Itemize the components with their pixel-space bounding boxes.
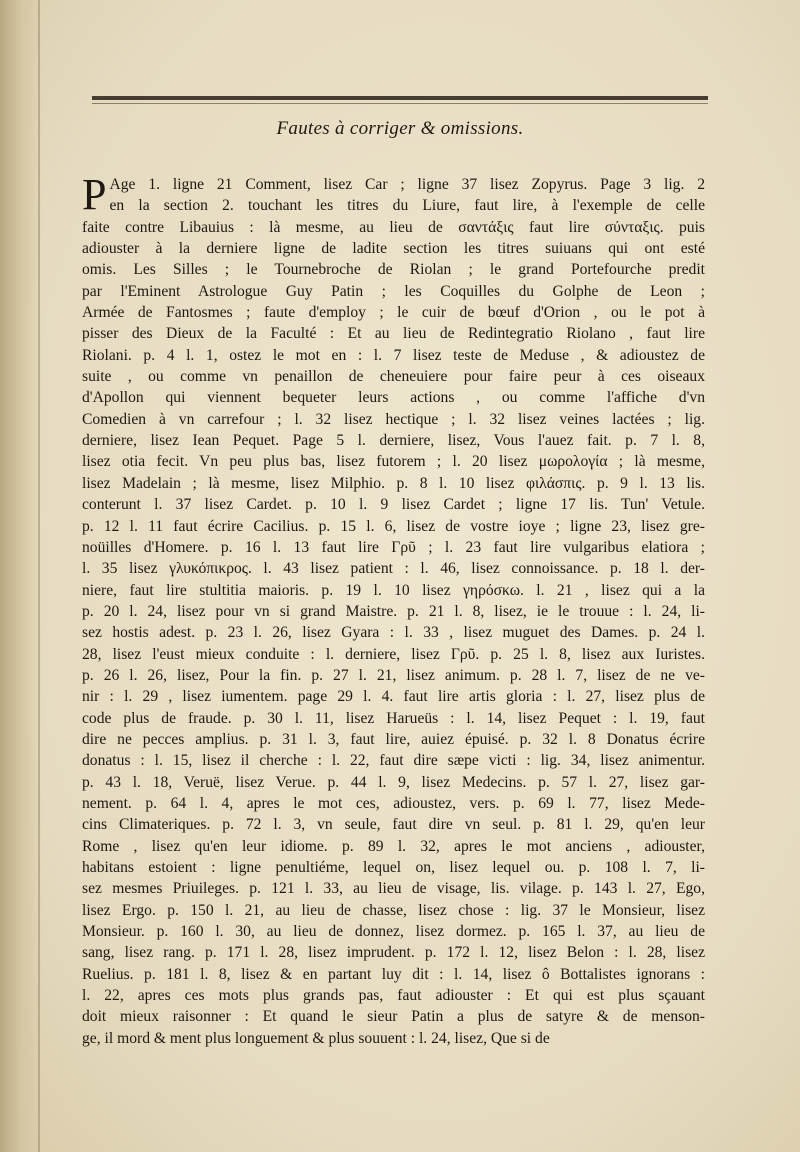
text-line: p. 43 l. 18, Veruë, lisez Verue. p. 44 l. 9, lisez Medecins. p. 57 l. 27, lisez gar- (82, 773, 705, 791)
text-line: sez mesmes Priuileges. p. 121 l. 33, au lieu de visage, lis. vilage. p. 143 l. 27, Ego, (82, 880, 705, 898)
text-line: cins Climateriques. p. 72 l. 3, vn seule, faut dire vn seul. p. 81 l. 29, qu'en leur (82, 816, 705, 834)
text-line: lisez Ergo. p. 150 l. 21, au lieu de chasse, lisez chose : lig. 37 le Monsieur, lisez (82, 901, 705, 919)
text-line: Comedien à vn carrefour ; l. 32 lisez hectique ; l. 32 lisez veines lactées ; lig. (82, 410, 705, 428)
text-line: nir : l. 29 , lisez iumentem. page 29 l. 4. faut lire artis gloria : l. 27, lisez plus de (82, 688, 705, 706)
text-line: lisez otia fecit. Vn peu plus bas, lisez futorem ; l. 20 lisez μωρολογία ; là mesme, (82, 453, 705, 471)
text-line: en la section 2. touchant les titres du Liure, faut lire, à l'exemple de celle (109, 197, 705, 215)
errata-text (82, 170, 705, 1049)
text-line: niere, faut lire stultitia maioris. p. 19 l. 10 lisez γηρόσκω. l. 21 , lisez qui a la (82, 581, 705, 599)
header-rule-thin (92, 103, 708, 104)
text-line: par l'Eminent Astrologue Guy Patin ; les Coquilles du Golphe de Leon ; (82, 282, 705, 300)
text-line: suite , ou comme vn penaillon de cheneuiere pour faire peur à ces oiseaux (82, 368, 705, 386)
text-line: Monsieur. p. 160 l. 30, au lieu de donnez, lisez dormez. p. 165 l. 37, au lieu de (82, 923, 705, 941)
text-line: faite contre Libauius : là mesme, au lieu de σαντάξις faut lire σύνταξις. puis (82, 218, 705, 236)
text-line: Riolani. p. 4 l. 1, ostez le mot en : l. 7 lisez teste de Meduse , & adioustez de (82, 346, 705, 364)
text-line: donatus : l. 15, lisez il cherche : l. 22, faut dire sæpe victi : lig. 34, lisez animentur. (82, 752, 705, 770)
text-line: habitans estoient : ligne penultiéme, lequel on, lisez lequel ou. p. 108 l. 7, li- (82, 859, 705, 876)
text-line: lisez Madelain ; là mesme, lisez Milphio. p. 8 l. 10 lisez φιλάσπις. p. 9 l. 13 lis. (82, 474, 705, 492)
text-line: adiouster à la derniere ligne de ladite section les titres suiuans qui ont esté (82, 240, 705, 258)
text-line: ge, il mord & ment plus longuement & plus souuent : l. 24, lisez, Que si de (82, 1029, 550, 1047)
header-rule (92, 96, 708, 100)
text-line: Ruelius. p. 181 l. 8, lisez & en partant luy dit : l. 14, lisez ô Bottalistes ignorans : (82, 965, 705, 983)
text-line: doit mieux raisonner : Et quand le sieur Patin a plus de satyre & de menson- (82, 1008, 705, 1026)
text-line: derniere, lisez Iean Pequet. Page 5 l. derniere, lisez, Vous l'auez fait. p. 7 l. 8, (82, 432, 705, 450)
page-edge-line (38, 0, 40, 1152)
drop-cap: P (82, 170, 107, 219)
page-title: Fautes à corriger & omissions. (276, 118, 524, 139)
text-line: Rome , lisez qu'en leur idiome. p. 89 l. 32, apres le mot anciens , adiouster, (82, 837, 705, 855)
text-line: sez hostis adest. p. 23 l. 26, lisez Gyara : l. 33 , lisez muguet des Dames. p. 24 l. (82, 624, 705, 642)
text-line: 28, lisez l'eust mieux conduite : l. derniere, lisez Γρῦ. p. 25 l. 8, lisez aux Iuristes. (82, 645, 705, 663)
text-line: sang, lisez rang. p. 171 l. 28, lisez imprudent. p. 172 l. 12, lisez Belon : l. 28, lisez (82, 944, 705, 962)
text-line: dire ne pecces amplius. p. 31 l. 3, faut lire, auiez épuisé. p. 32 l. 8 Donatus écrire (82, 730, 705, 748)
text-line: conterunt l. 37 lisez Cardet. p. 10 l. 9 lisez Cardet ; ligne 17 lis. Tun' Vetule. (82, 496, 705, 514)
text-line: p. 20 l. 24, lisez pour vn si grand Maistre. p. 21 l. 8, lisez, ie le trouue : l. 24, li- (82, 602, 705, 620)
text-line: p. 26 l. 26, lisez, Pour la fin. p. 27 l. 21, lisez animum. p. 28 l. 7, lisez de ne ve- (82, 666, 705, 684)
text-line: l. 22, apres ces mots plus grands pas, faut adiouster : Et qui est plus sçauant (82, 987, 705, 1005)
binding-shadow (0, 0, 42, 1152)
text-line: code plus de fraude. p. 30 l. 11, lisez Harueüs : l. 14, lisez Pequet : l. 19, faut (82, 709, 705, 727)
text-line: l. 35 lisez γλυκόπικρος. l. 43 lisez patient : l. 46, lisez connoissance. p. 18 l. der- (82, 560, 705, 578)
text-line: pisser des Dieux de la Faculté : Et au lieu de Redintegratio Riolano , faut lire (82, 325, 705, 343)
text-line: Armée de Fantosmes ; faute d'employ ; le cuir de bœuf d'Orion , ou le pot à (82, 304, 705, 322)
text-line: omis. Les Silles ; le Tournebroche de Riolan ; le grand Portefourche predit (82, 261, 705, 279)
text-line: nement. p. 64 l. 4, apres le mot ces, adioustez, vers. p. 69 l. 77, lisez Mede- (82, 794, 705, 812)
text-line: Age 1. ligne 21 Comment, lisez Car ; ligne 37 lisez Zopyrus. Page 3 lig. 2 (109, 176, 705, 193)
text-line: noüilles d'Homere. p. 16 l. 13 faut lire Γρῦ ; l. 23 faut lire vulgaribus elatiora ; (82, 538, 705, 556)
text-line: p. 12 l. 11 faut écrire Cacilius. p. 15 l. 6, lisez de vostre ioye ; ligne 23, lisez gre- (82, 517, 705, 535)
text-line: d'Apollon qui viennent bequeter leurs actions , ou comme l'affiche d'vn (82, 389, 705, 407)
